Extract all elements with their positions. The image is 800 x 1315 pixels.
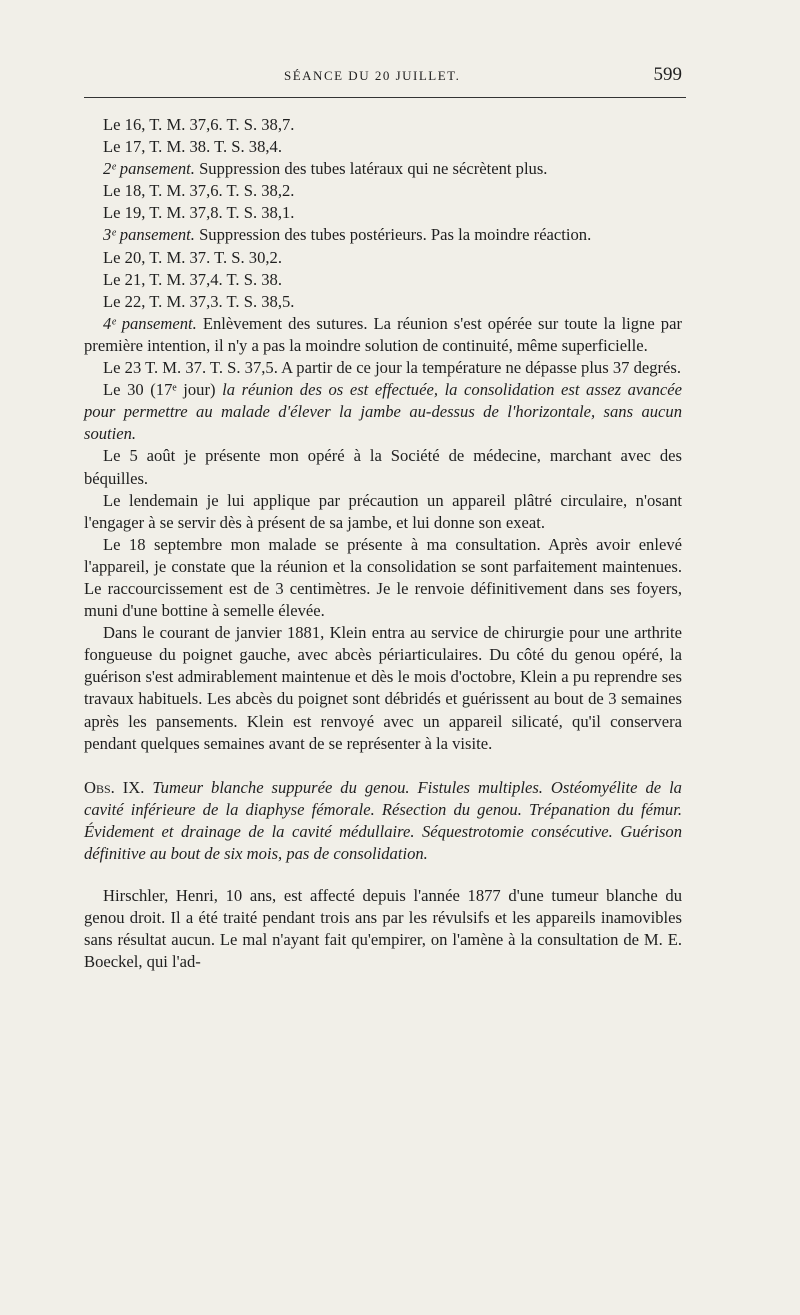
temperature-line: Le 20, T. M. 37. T. S. 30,2. [103,247,282,267]
temperature-line: Le 17, T. M. 38. T. S. 38,4. [103,137,282,157]
paragraph: Dans le courant de janvier 1881, Klein entra au service de chirurgie pour une arthrite fongueuse du poignet gauche, avec abcès périarticulaires. Du côté du genou opéré, la guérison s'est admirablement maintenue et dès le mois d'octobre, Klein a pu reprendre ses travaux habituels. Les abcès du poignet sont débridés et guérissent au bout de 3 semaines après les pansements. Klein est renvoyé avec un appareil silicaté, qu'il conservera pendant quelques semaines avant de se représenter à la visite. [84,623,682,753]
running-title: SÉANCE DU 20 JUILLET. [284,68,461,83]
dressing-paragraph: 2ᵉ pansement. Suppression des tubes latéraux qui ne sécrètent plus. [103,159,548,179]
paragraph: Le lendemain je lui applique par précaution un appareil plâtré circulaire, n'osant l'engager à se servir dès à présent de sa jambe, et lui donne son exeat. [84,490,682,532]
header-rule [84,97,686,98]
temperature-line: Le 16, T. M. 37,6. T. S. 38,7. [103,115,295,134]
italic-passage: la réunion des os est effectuée, la consolidation est assez avancée pour permettre au malade d'élever la jambe au-dessus de l'horizontale, sans aucun soutien. [84,380,682,444]
observation-heading [84,777,682,865]
temperature-line: Le 18, T. M. 37,6. T. S. 38,2. [103,181,295,201]
dressing-label: 2ᵉ pansement. [103,159,195,179]
page-header [84,64,684,94]
paragraph: Le 5 août je présente mon opéré à la Société de médecine, marchant avec des béquilles. [84,446,682,488]
dressing-paragraph: 4ᵉ pansement. Enlèvement des sutures. La réunion s'est opérée sur toute la ligne par première intention, il n'y a pas la moindre solution de continuité, même superficielle. [84,313,682,355]
dressing-paragraph: 3ᵉ pansement. Suppression des tubes postérieurs. Pas la moindre réaction. [103,225,592,245]
observation-title: Tumeur blanche suppurée du genou. Fistules multiples. Ostéomyélite de la cavité inférieure de la diaphyse fémorale. Résection du genou. Trépanation du fémur. Évidement et drainage de la cavité médullaire. Séquestrotomie consécutive. Guérison définitive au bout de six mois, pas de consolidation. [84,777,682,863]
body-text [84,114,682,973]
temperature-line: Le 22, T. M. 37,3. T. S. 38,5. [103,291,295,311]
paragraph: Le 30 (17ᵉ jour) la réunion des os est effectuée, la consolidation est assez avancée pour permettre au malade d'élever la jambe au-dessus de l'horizontale, sans aucun soutien. [84,380,682,444]
paragraph: Hirschler, Henri, 10 ans, est affecté depuis l'année 1877 d'une tumeur blanche du genou droit. Il a été traité pendant trois ans par les révulsifs et les appareils inamovibles sans résultat aucun. Le mal n'ayant fait qu'empirer, on l'amène à la consultation de M. E. Boeckel, qui l'ad- [84,886,682,972]
dressing-label: 3ᵉ pansement. [103,225,195,245]
temperature-line: Le 19, T. M. 37,8. T. S. 38,1. [103,203,295,223]
page-number: 599 [653,64,682,85]
temperature-line: Le 21, T. M. 37,4. T. S. 38. [103,269,282,289]
paragraph: Le 23 T. M. 37. T. S. 37,5. A partir de ce jour la température ne dépasse plus 37 degrés. [103,358,682,378]
dressing-label: 4ᵉ pansement. [103,313,197,333]
observation-label: Obs. IX. [84,777,145,797]
paragraph: Le 18 septembre mon malade se présente à ma consultation. Après avoir enlevé l'appareil, je constate que la réunion et la consolidation se sont parfaitement maintenues. Le raccourcissement est de 3 centimètres. Je le renvoie définitivement dans ses foyers, muni d'une bottine à semelle élevée. [84,534,682,621]
